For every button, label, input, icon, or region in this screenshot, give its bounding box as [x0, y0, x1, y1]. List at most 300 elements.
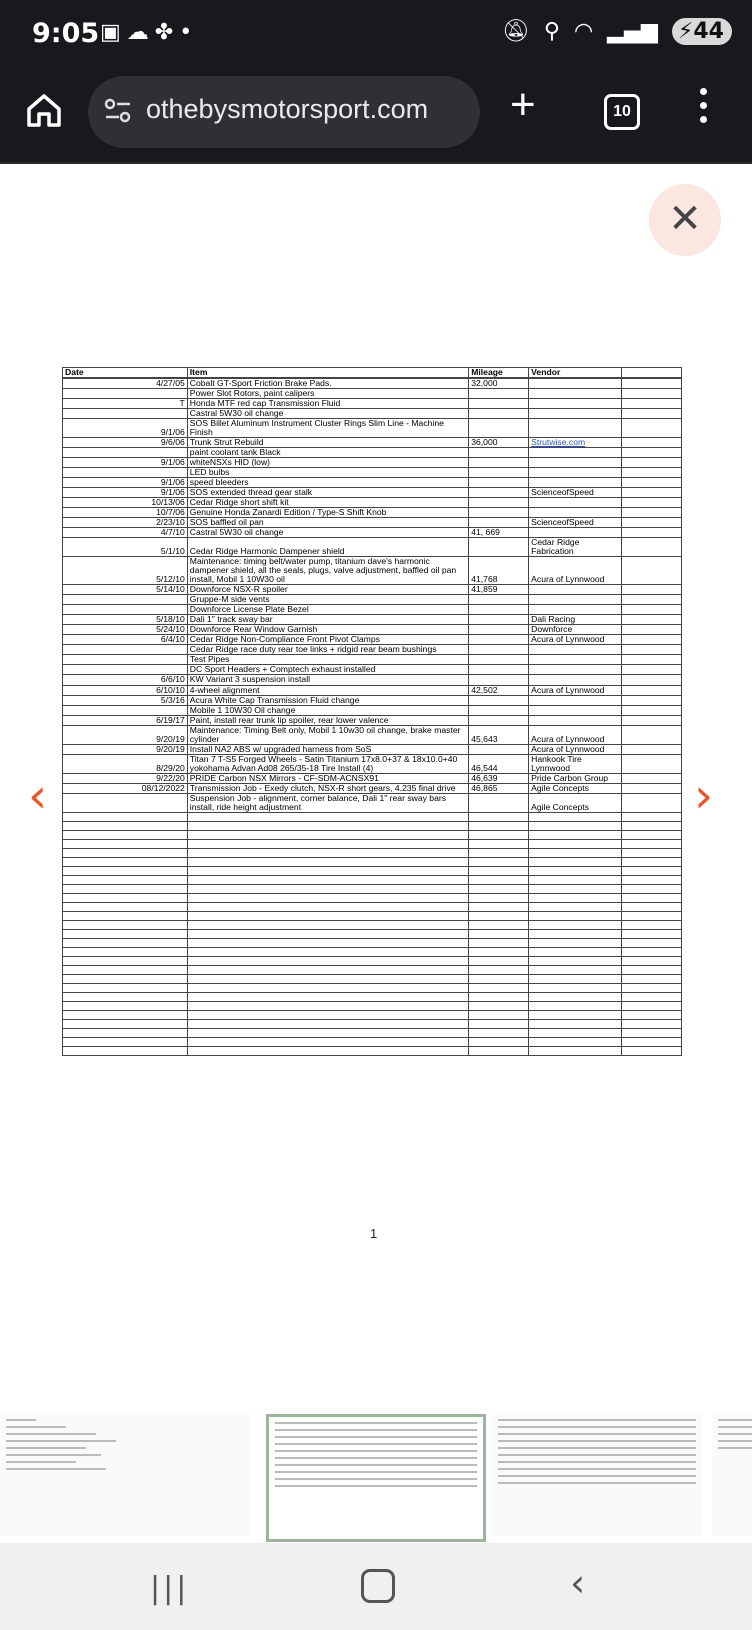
cell-vendor: Dali Racing — [529, 615, 622, 625]
blank-cell — [187, 848, 468, 857]
table-row — [63, 773, 682, 783]
cell-item: Cedar Ridge Non-Compliance Front Pivot Clamps — [187, 635, 468, 645]
blank-row — [63, 965, 682, 974]
table-row — [63, 478, 682, 488]
cell-vendor: Acura of Lynnwood — [529, 685, 622, 695]
blank-cell — [63, 1010, 188, 1019]
table-row — [63, 389, 682, 399]
battery-indicator: ⚡44 — [672, 18, 732, 45]
table-row — [63, 705, 682, 715]
blank-cell — [529, 902, 622, 911]
blank-cell — [187, 983, 468, 992]
cell-mileage — [469, 625, 529, 635]
blank-cell — [187, 965, 468, 974]
blank-cell — [187, 992, 468, 1001]
cell-mileage — [469, 744, 529, 754]
cell-mileage — [469, 635, 529, 645]
signal-icon: ▂▄▆ — [607, 19, 658, 44]
table-row — [63, 595, 682, 605]
cell-date: 9/6/06 — [63, 438, 188, 448]
thumbnail-page-0[interactable] — [0, 1414, 250, 1536]
cell-empty — [622, 419, 682, 438]
blank-cell — [469, 848, 529, 857]
cell-vendor: Acura of Lynnwood — [529, 635, 622, 645]
table-row — [63, 725, 682, 744]
blank-cell — [622, 839, 682, 848]
cell-mileage — [469, 399, 529, 409]
blank-row — [63, 1037, 682, 1046]
blank-cell — [63, 1037, 188, 1046]
cell-mileage: 32,000 — [469, 379, 529, 389]
page-number: 1 — [370, 1226, 378, 1241]
blank-cell — [63, 920, 188, 929]
blank-cell — [469, 1019, 529, 1028]
blank-cell — [63, 911, 188, 920]
blank-cell — [529, 965, 622, 974]
cell-empty — [622, 665, 682, 675]
cell-item: Transmission Job - Exedy clutch, NSX-R short gears, 4.235 final drive — [187, 783, 468, 793]
cell-mileage — [469, 488, 529, 498]
cell-empty — [622, 448, 682, 458]
cell-item: Maintenance: Timing Belt only, Mobil 1 10w30 oil change, brake master cylinder — [187, 725, 468, 744]
blank-row — [63, 830, 682, 839]
cell-item: Power Slot Rotors, paint calipers — [187, 389, 468, 399]
status-bar — [0, 0, 752, 70]
blank-cell — [529, 884, 622, 893]
cell-item: Suspension Job - alignment, corner balance, Dali 1" rear sway bars install, ride height adjustment — [187, 793, 468, 812]
cell-mileage: 42,502 — [469, 685, 529, 695]
cell-mileage — [469, 665, 529, 675]
tab-switcher-button[interactable]: 10 — [604, 94, 640, 130]
thumbnail-page-1[interactable] — [266, 1414, 486, 1542]
cell-vendor: Pride Carbon Group — [529, 773, 622, 783]
cell-mileage — [469, 468, 529, 478]
cell-item: Castral 5W30 oil change — [187, 409, 468, 419]
close-icon[interactable]: ✕ — [649, 184, 721, 256]
header-empty — [622, 368, 682, 378]
blank-cell — [469, 839, 529, 848]
cell-vendor: ScienceofSpeed — [529, 488, 622, 498]
blank-cell — [529, 983, 622, 992]
table-row — [63, 538, 682, 557]
cell-date — [63, 705, 188, 715]
site-settings-icon[interactable] — [104, 96, 132, 126]
blank-cell — [529, 893, 622, 902]
blank-cell — [529, 812, 622, 821]
blank-cell — [63, 974, 188, 983]
blank-cell — [63, 857, 188, 866]
blank-row — [63, 992, 682, 1001]
cell-date: 9/1/06 — [63, 488, 188, 498]
cell-mileage — [469, 458, 529, 468]
cell-vendor — [529, 585, 622, 595]
home-button-icon[interactable] — [361, 1569, 395, 1603]
cell-date — [63, 655, 188, 665]
table-row — [63, 655, 682, 665]
table-row — [63, 793, 682, 812]
header-item: Item — [187, 368, 468, 378]
cell-item: Castral 5W30 oil change — [187, 528, 468, 538]
blank-cell — [63, 956, 188, 965]
cell-mileage — [469, 705, 529, 715]
blank-cell — [469, 1001, 529, 1010]
blank-cell — [187, 875, 468, 884]
cell-vendor — [529, 715, 622, 725]
blank-row — [63, 947, 682, 956]
blank-row — [63, 893, 682, 902]
cell-empty — [622, 409, 682, 419]
cell-date: 9/1/06 — [63, 419, 188, 438]
blank-cell — [622, 983, 682, 992]
table-row — [63, 498, 682, 508]
cell-vendor: Acura of Lynnwood — [529, 744, 622, 754]
table-row — [63, 665, 682, 675]
cell-date: 5/24/10 — [63, 625, 188, 635]
cell-empty — [622, 615, 682, 625]
cell-date — [63, 468, 188, 478]
cell-mileage — [469, 389, 529, 399]
blank-cell — [469, 920, 529, 929]
cell-mileage: 46,865 — [469, 783, 529, 793]
cell-vendor — [529, 665, 622, 675]
cell-empty — [622, 595, 682, 605]
cell-mileage — [469, 518, 529, 528]
blank-row — [63, 920, 682, 929]
table-row — [63, 409, 682, 419]
cell-vendor — [529, 448, 622, 458]
blank-cell — [529, 1046, 622, 1055]
table-row — [63, 508, 682, 518]
blank-cell — [529, 1001, 622, 1010]
table-row — [63, 635, 682, 645]
cell-vendor: ScienceofSpeed — [529, 518, 622, 528]
cell-vendor: Acura of Lynnwood — [529, 557, 622, 585]
blank-cell — [622, 1010, 682, 1019]
blank-cell — [63, 1046, 188, 1055]
cell-item: Cedar Ridge Harmonic Dampener shield — [187, 538, 468, 557]
cell-mileage — [469, 645, 529, 655]
cell-date: 5/18/10 — [63, 615, 188, 625]
blank-cell — [469, 857, 529, 866]
blank-cell — [469, 902, 529, 911]
cell-date: 6/19/17 — [63, 715, 188, 725]
blank-cell — [187, 947, 468, 956]
blank-cell — [63, 947, 188, 956]
blank-cell — [187, 956, 468, 965]
cell-item: Downforce Rear Window Garnish — [187, 625, 468, 635]
cell-mileage — [469, 448, 529, 458]
cell-empty — [622, 725, 682, 744]
cell-date: 5/12/10 — [63, 557, 188, 585]
table-row — [63, 528, 682, 538]
blank-row — [63, 974, 682, 983]
cell-mileage — [469, 615, 529, 625]
home-icon[interactable] — [24, 90, 64, 130]
cell-item: Install NA2 ABS w/ upgraded harness from SoS — [187, 744, 468, 754]
blank-row — [63, 902, 682, 911]
cell-mileage: 41, 669 — [469, 528, 529, 538]
cell-mileage: 36,000 — [469, 438, 529, 448]
overflow-menu-icon[interactable] — [700, 88, 708, 132]
cell-empty — [622, 389, 682, 399]
blank-cell — [469, 830, 529, 839]
back-icon[interactable]: ‹ — [570, 1561, 586, 1605]
cell-mileage — [469, 605, 529, 615]
header-date: Date — [63, 368, 188, 378]
cell-empty — [622, 645, 682, 655]
blank-cell — [63, 821, 188, 830]
cell-vendor: Acura of Lynnwood — [529, 725, 622, 744]
blank-cell — [469, 929, 529, 938]
blank-cell — [529, 839, 622, 848]
cell-mileage — [469, 675, 529, 685]
table-row — [63, 754, 682, 773]
clock: 9:05 — [32, 18, 100, 49]
cell-empty — [622, 438, 682, 448]
cell-date: 08/12/2022 — [63, 783, 188, 793]
mute-icon: 🔕︎ — [501, 19, 530, 44]
blank-cell — [63, 902, 188, 911]
cell-empty — [622, 793, 682, 812]
thumbnail-page-2[interactable] — [492, 1414, 702, 1536]
blank-cell — [469, 965, 529, 974]
table-row — [63, 605, 682, 615]
blank-cell — [529, 875, 622, 884]
blank-cell — [529, 1019, 622, 1028]
blank-row — [63, 875, 682, 884]
url-text[interactable]: othebysmotorsport.com — [146, 94, 429, 124]
blank-row — [63, 812, 682, 821]
blank-cell — [622, 947, 682, 956]
recent-apps-icon[interactable]: ||| — [150, 1571, 190, 1606]
blank-row — [63, 1028, 682, 1037]
cell-empty — [622, 695, 682, 705]
cell-item: PRIDE Carbon NSX Mirrors - CF-SDM-ACNSX91 — [187, 773, 468, 783]
blank-cell — [622, 1037, 682, 1046]
cell-empty — [622, 458, 682, 468]
blank-row — [63, 1019, 682, 1028]
cell-vendor: Agile Concepts — [529, 783, 622, 793]
blank-cell — [187, 1010, 468, 1019]
cell-date: 9/22/20 — [63, 773, 188, 783]
cell-empty — [622, 528, 682, 538]
blank-cell — [622, 821, 682, 830]
cell-vendor[interactable]: Strutwise.com — [529, 438, 622, 448]
blank-cell — [187, 857, 468, 866]
cell-empty — [622, 783, 682, 793]
address-bar[interactable] — [88, 76, 480, 148]
blank-cell — [469, 992, 529, 1001]
cell-date: 2/23/10 — [63, 518, 188, 528]
next-page-icon[interactable]: › — [694, 768, 714, 824]
cell-empty — [622, 744, 682, 754]
cell-vendor: Agile Concepts — [529, 793, 622, 812]
blank-cell — [469, 884, 529, 893]
table-row — [63, 399, 682, 409]
blank-cell — [622, 956, 682, 965]
blank-row — [63, 1010, 682, 1019]
blank-cell — [469, 1046, 529, 1055]
blank-cell — [622, 830, 682, 839]
page-thumbnail-strip — [0, 1410, 752, 1542]
cell-date — [63, 595, 188, 605]
blank-cell — [622, 884, 682, 893]
blank-cell — [187, 821, 468, 830]
maintenance-log-table — [62, 367, 682, 1056]
cell-empty — [622, 538, 682, 557]
cell-vendor — [529, 468, 622, 478]
blank-cell — [622, 848, 682, 857]
cell-item: Acura White Cap Transmission Fluid change — [187, 695, 468, 705]
header-vendor: Vendor — [529, 368, 622, 378]
blank-cell — [63, 884, 188, 893]
cell-empty — [622, 773, 682, 783]
cell-mileage: 41,859 — [469, 585, 529, 595]
cell-mileage — [469, 595, 529, 605]
cell-date: 9/20/19 — [63, 744, 188, 754]
cell-date: 10/13/06 — [63, 498, 188, 508]
cell-vendor — [529, 409, 622, 419]
cell-item: Downforce License Plate Bezel — [187, 605, 468, 615]
blank-cell — [63, 929, 188, 938]
cell-empty — [622, 379, 682, 389]
cell-empty — [622, 605, 682, 615]
cell-date: 6/4/10 — [63, 635, 188, 645]
table-row — [63, 783, 682, 793]
cell-item: Downforce NSX-R spoiler — [187, 585, 468, 595]
cell-vendor — [529, 478, 622, 488]
header-mileage: Mileage — [469, 368, 529, 378]
blank-row — [63, 929, 682, 938]
battery-level: 44 — [693, 19, 724, 44]
cell-mileage: 46,544 — [469, 754, 529, 773]
cell-item: LED bulbs — [187, 468, 468, 478]
table-row — [63, 685, 682, 695]
table-row — [63, 695, 682, 705]
cell-mileage — [469, 538, 529, 557]
cell-empty — [622, 498, 682, 508]
cell-date — [63, 409, 188, 419]
blank-cell — [469, 974, 529, 983]
blank-cell — [529, 929, 622, 938]
blank-cell — [469, 1028, 529, 1037]
blank-cell — [63, 866, 188, 875]
cell-empty — [622, 635, 682, 645]
blank-cell — [529, 830, 622, 839]
blank-cell — [469, 1010, 529, 1019]
table-row — [63, 488, 682, 498]
cell-date — [63, 645, 188, 655]
cell-date: 9/20/19 — [63, 725, 188, 744]
blank-cell — [622, 929, 682, 938]
cell-empty — [622, 478, 682, 488]
pdf-page — [62, 367, 682, 1199]
blank-cell — [622, 1019, 682, 1028]
blank-cell — [469, 911, 529, 920]
blank-cell — [622, 1028, 682, 1037]
cell-empty — [622, 715, 682, 725]
cell-vendor — [529, 498, 622, 508]
cell-mileage: 41,768 — [469, 557, 529, 585]
cell-date — [63, 605, 188, 615]
cell-vendor — [529, 389, 622, 399]
blank-cell — [622, 1046, 682, 1055]
blank-row — [63, 983, 682, 992]
cell-item: Cedar Ridge race duty rear toe links + ridgid rear beam bushings — [187, 645, 468, 655]
cell-date — [63, 389, 188, 399]
blank-cell — [63, 983, 188, 992]
system-nav-bar — [0, 1543, 752, 1630]
system-icons — [502, 18, 732, 45]
blank-cell — [529, 911, 622, 920]
blank-cell — [187, 902, 468, 911]
cell-date: 5/14/10 — [63, 585, 188, 595]
cell-vendor — [529, 605, 622, 615]
blank-cell — [63, 965, 188, 974]
cell-item: SOS baffled oil pan — [187, 518, 468, 528]
blank-cell — [63, 830, 188, 839]
cell-mileage — [469, 715, 529, 725]
blank-row — [63, 938, 682, 947]
cell-empty — [622, 705, 682, 715]
cell-empty — [622, 675, 682, 685]
blank-cell — [622, 938, 682, 947]
table-row — [63, 585, 682, 595]
cell-vendor — [529, 379, 622, 389]
cell-mileage — [469, 478, 529, 488]
cell-item: Trunk Strut Rebuild — [187, 438, 468, 448]
blank-cell — [469, 893, 529, 902]
cell-vendor: Cedar Ridge Fabrication — [529, 538, 622, 557]
thumbnail-page-3[interactable] — [712, 1414, 752, 1536]
table-header-row — [63, 368, 682, 378]
cell-empty — [622, 399, 682, 409]
cell-empty — [622, 508, 682, 518]
blank-cell — [187, 866, 468, 875]
blank-cell — [622, 857, 682, 866]
cell-item: SOS extended thread gear stalk — [187, 488, 468, 498]
cell-vendor — [529, 508, 622, 518]
cell-date: 10/7/06 — [63, 508, 188, 518]
blank-cell — [529, 848, 622, 857]
cell-vendor — [529, 695, 622, 705]
blank-cell — [187, 1001, 468, 1010]
blank-cell — [63, 1028, 188, 1037]
cell-item: whiteNSXs HID (low) — [187, 458, 468, 468]
cell-empty — [622, 655, 682, 665]
cell-date: 9/1/06 — [63, 458, 188, 468]
blank-row — [63, 821, 682, 830]
cell-date: T — [63, 399, 188, 409]
cell-item: Dali 1" track sway bar — [187, 615, 468, 625]
new-tab-icon[interactable]: + — [510, 80, 536, 129]
cell-date — [63, 448, 188, 458]
previous-page-icon[interactable]: ‹ — [28, 768, 48, 824]
blank-cell — [622, 974, 682, 983]
blank-cell — [63, 875, 188, 884]
cell-vendor — [529, 419, 622, 438]
blank-cell — [63, 848, 188, 857]
cell-date: 6/6/10 — [63, 675, 188, 685]
cell-item: Cobalt GT-Sport Friction Brake Pads. — [187, 379, 468, 389]
blank-cell — [63, 938, 188, 947]
blank-cell — [529, 1028, 622, 1037]
blank-row — [63, 884, 682, 893]
blank-cell — [529, 938, 622, 947]
blank-cell — [622, 893, 682, 902]
blank-cell — [469, 947, 529, 956]
blank-row — [63, 857, 682, 866]
